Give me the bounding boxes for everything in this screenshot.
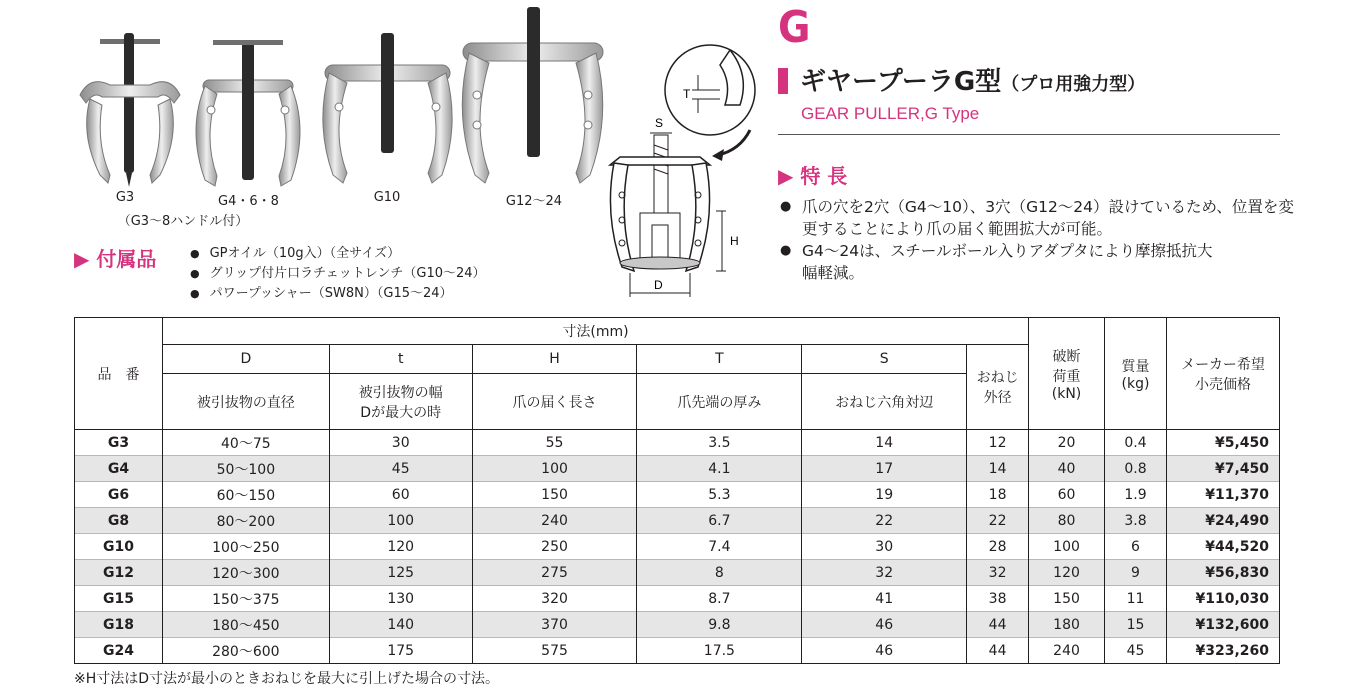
cell-h: 150: [472, 482, 637, 508]
cell-t: 45: [329, 456, 472, 482]
accessory-item: ● パワープッシャー（SW8N）（G15〜24）: [190, 284, 486, 304]
cell-price: ¥323,260: [1166, 638, 1279, 664]
caption-g10: G10: [373, 190, 401, 205]
cell-d: 60〜150: [162, 482, 329, 508]
label-d: D: [654, 278, 663, 292]
cell-t: 17.5: [637, 638, 802, 664]
cell-price: ¥44,520: [1166, 534, 1279, 560]
table-row: [75, 430, 1280, 456]
product-photo-g10: [315, 25, 460, 190]
cell-d: 150〜375: [162, 586, 329, 612]
page-title: [800, 61, 1145, 98]
cell-s: 19: [802, 482, 967, 508]
cell-model: G8: [75, 508, 163, 534]
cell-t: 9.8: [637, 612, 802, 638]
title-accent-bar: [778, 68, 788, 94]
cell-s: 30: [802, 534, 967, 560]
title-suffix: （プロ用強力型）: [1001, 74, 1146, 95]
col-desc-d: 被引抜物の直径: [162, 374, 329, 430]
cell-price: ¥132,600: [1166, 612, 1279, 638]
cell-h: 320: [472, 586, 637, 612]
accessories-list: [190, 244, 486, 304]
table-row: [75, 508, 1280, 534]
table-row: [75, 560, 1280, 586]
cell-t: 30: [329, 430, 472, 456]
accessory-item: ● GPオイル（10g入）（全サイズ）: [190, 244, 486, 264]
cell-d: 50〜100: [162, 456, 329, 482]
caption-handle-note: （G3〜8ハンドル付）: [117, 214, 249, 229]
accessory-item: ● グリップ付片口ラチェットレンチ（G10〜24）: [190, 264, 486, 284]
cell-load: 180: [1029, 612, 1105, 638]
cell-price: ¥56,830: [1166, 560, 1279, 586]
features-title: ▶ 特 長: [778, 164, 848, 188]
feature-item: ● G4〜24は、スチールボール入りアダプタにより摩擦抵抗大幅軽減。: [780, 240, 1222, 284]
cell-s: 46: [802, 638, 967, 664]
cell-mass: 45: [1105, 638, 1167, 664]
col-desc-s: おねじ六角対辺: [802, 374, 967, 430]
cell-model: G18: [75, 612, 163, 638]
cell-model: G6: [75, 482, 163, 508]
cell-mass: 0.4: [1105, 430, 1167, 456]
col-header-model: 品 番: [75, 318, 163, 430]
cell-mass: 15: [1105, 612, 1167, 638]
cell-mass: 0.8: [1105, 456, 1167, 482]
col-desc-h: 爪の届く長さ: [472, 374, 637, 430]
cell-t: 60: [329, 482, 472, 508]
col-header-t: t: [329, 345, 472, 374]
dimension-diagram: [600, 35, 778, 305]
cell-s: 14: [802, 430, 967, 456]
cell-h: 55: [472, 430, 637, 456]
cell-mass: 11: [1105, 586, 1167, 612]
col-header-d: D: [162, 345, 329, 374]
cell-screw: 44: [967, 638, 1029, 664]
cell-mass: 3.8: [1105, 508, 1167, 534]
cell-mass: 9: [1105, 560, 1167, 586]
col-header-mass: 質量 (kg): [1105, 318, 1167, 430]
table-row: [75, 456, 1280, 482]
cell-load: 60: [1029, 482, 1105, 508]
cell-h: 275: [472, 560, 637, 586]
col-header-tt: T: [637, 345, 802, 374]
cell-screw: 32: [967, 560, 1029, 586]
cell-t: 125: [329, 560, 472, 586]
cell-model: G12: [75, 560, 163, 586]
col-header-price: メーカー希望 小売価格: [1166, 318, 1279, 430]
table-row: [75, 586, 1280, 612]
col-header-h: H: [472, 345, 637, 374]
cell-t: 6.7: [637, 508, 802, 534]
cell-t: 140: [329, 612, 472, 638]
table-row: [75, 482, 1280, 508]
cell-load: 40: [1029, 456, 1105, 482]
cell-screw: 12: [967, 430, 1029, 456]
product-photo-g3: [70, 25, 190, 190]
page-subtitle: GEAR PULLER,G Type: [801, 104, 980, 123]
col-desc-t: 被引抜物の幅 Dが最大の時: [329, 374, 472, 430]
cell-load: 150: [1029, 586, 1105, 612]
feature-item: ● 爪の穴を2穴（G4〜10）、3穴（G12〜24）設けているため、位置を変更することにより爪の届く範囲拡大が可能。: [780, 196, 1302, 240]
spec-table: [74, 317, 1280, 664]
caption-g4-6-8: G4・6・8: [218, 194, 279, 209]
cell-load: 100: [1029, 534, 1105, 560]
footnote: ※H寸法はD寸法が最小のときおねじを最大に引上げた場合の寸法。: [74, 671, 500, 687]
cell-screw: 18: [967, 482, 1029, 508]
cell-t: 120: [329, 534, 472, 560]
cell-model: G15: [75, 586, 163, 612]
cell-model: G4: [75, 456, 163, 482]
cell-t: 7.4: [637, 534, 802, 560]
cell-t: 175: [329, 638, 472, 664]
cell-screw: 28: [967, 534, 1029, 560]
cell-t: 3.5: [637, 430, 802, 456]
label-t: T: [683, 87, 691, 101]
cell-load: 20: [1029, 430, 1105, 456]
cell-model: G10: [75, 534, 163, 560]
col-header-screw: おねじ 外径: [967, 345, 1029, 430]
cell-t: 5.3: [637, 482, 802, 508]
title-main: ギヤープーラG型: [800, 67, 1002, 97]
cell-h: 240: [472, 508, 637, 534]
col-header-s: S: [802, 345, 967, 374]
cell-h: 100: [472, 456, 637, 482]
col-desc-tt: 爪先端の厚み: [637, 374, 802, 430]
caption-g12-24: G12〜24: [505, 194, 563, 209]
cell-d: 280〜600: [162, 638, 329, 664]
col-header-dims: 寸法(mm): [162, 318, 1028, 345]
cell-model: G24: [75, 638, 163, 664]
cell-s: 46: [802, 612, 967, 638]
cell-price: ¥24,490: [1166, 508, 1279, 534]
cell-price: ¥5,450: [1166, 430, 1279, 456]
cell-d: 180〜450: [162, 612, 329, 638]
cell-t: 8.7: [637, 586, 802, 612]
table-row: [75, 612, 1280, 638]
table-row: [75, 638, 1280, 664]
caption-g3: G3: [115, 190, 135, 205]
cell-t: 4.1: [637, 456, 802, 482]
cell-load: 240: [1029, 638, 1105, 664]
cell-screw: 38: [967, 586, 1029, 612]
product-photo-g12-24: [455, 5, 610, 190]
cell-load: 80: [1029, 508, 1105, 534]
cell-screw: 14: [967, 456, 1029, 482]
divider: [778, 134, 1280, 135]
cell-h: 250: [472, 534, 637, 560]
cell-s: 17: [802, 456, 967, 482]
cell-mass: 1.9: [1105, 482, 1167, 508]
cell-s: 41: [802, 586, 967, 612]
series-letter: G: [778, 2, 811, 53]
cell-price: ¥7,450: [1166, 456, 1279, 482]
cell-d: 40〜75: [162, 430, 329, 456]
cell-h: 370: [472, 612, 637, 638]
cell-screw: 22: [967, 508, 1029, 534]
cell-load: 120: [1029, 560, 1105, 586]
cell-s: 32: [802, 560, 967, 586]
col-header-break-load: 破断 荷重 (kN): [1029, 318, 1105, 430]
product-photo-g4-6-8: [183, 30, 313, 190]
cell-mass: 6: [1105, 534, 1167, 560]
cell-t: 100: [329, 508, 472, 534]
cell-s: 22: [802, 508, 967, 534]
cell-price: ¥110,030: [1166, 586, 1279, 612]
cell-t: 8: [637, 560, 802, 586]
cell-price: ¥11,370: [1166, 482, 1279, 508]
cell-h: 575: [472, 638, 637, 664]
accessories-title: ▶ 付属品: [74, 247, 157, 271]
features-list: [780, 196, 1300, 284]
cell-screw: 44: [967, 612, 1029, 638]
cell-d: 120〜300: [162, 560, 329, 586]
table-row: [75, 534, 1280, 560]
label-s: S: [655, 116, 664, 130]
cell-model: G3: [75, 430, 163, 456]
label-h: H: [730, 234, 739, 248]
cell-d: 100〜250: [162, 534, 329, 560]
cell-d: 80〜200: [162, 508, 329, 534]
cell-t: 130: [329, 586, 472, 612]
